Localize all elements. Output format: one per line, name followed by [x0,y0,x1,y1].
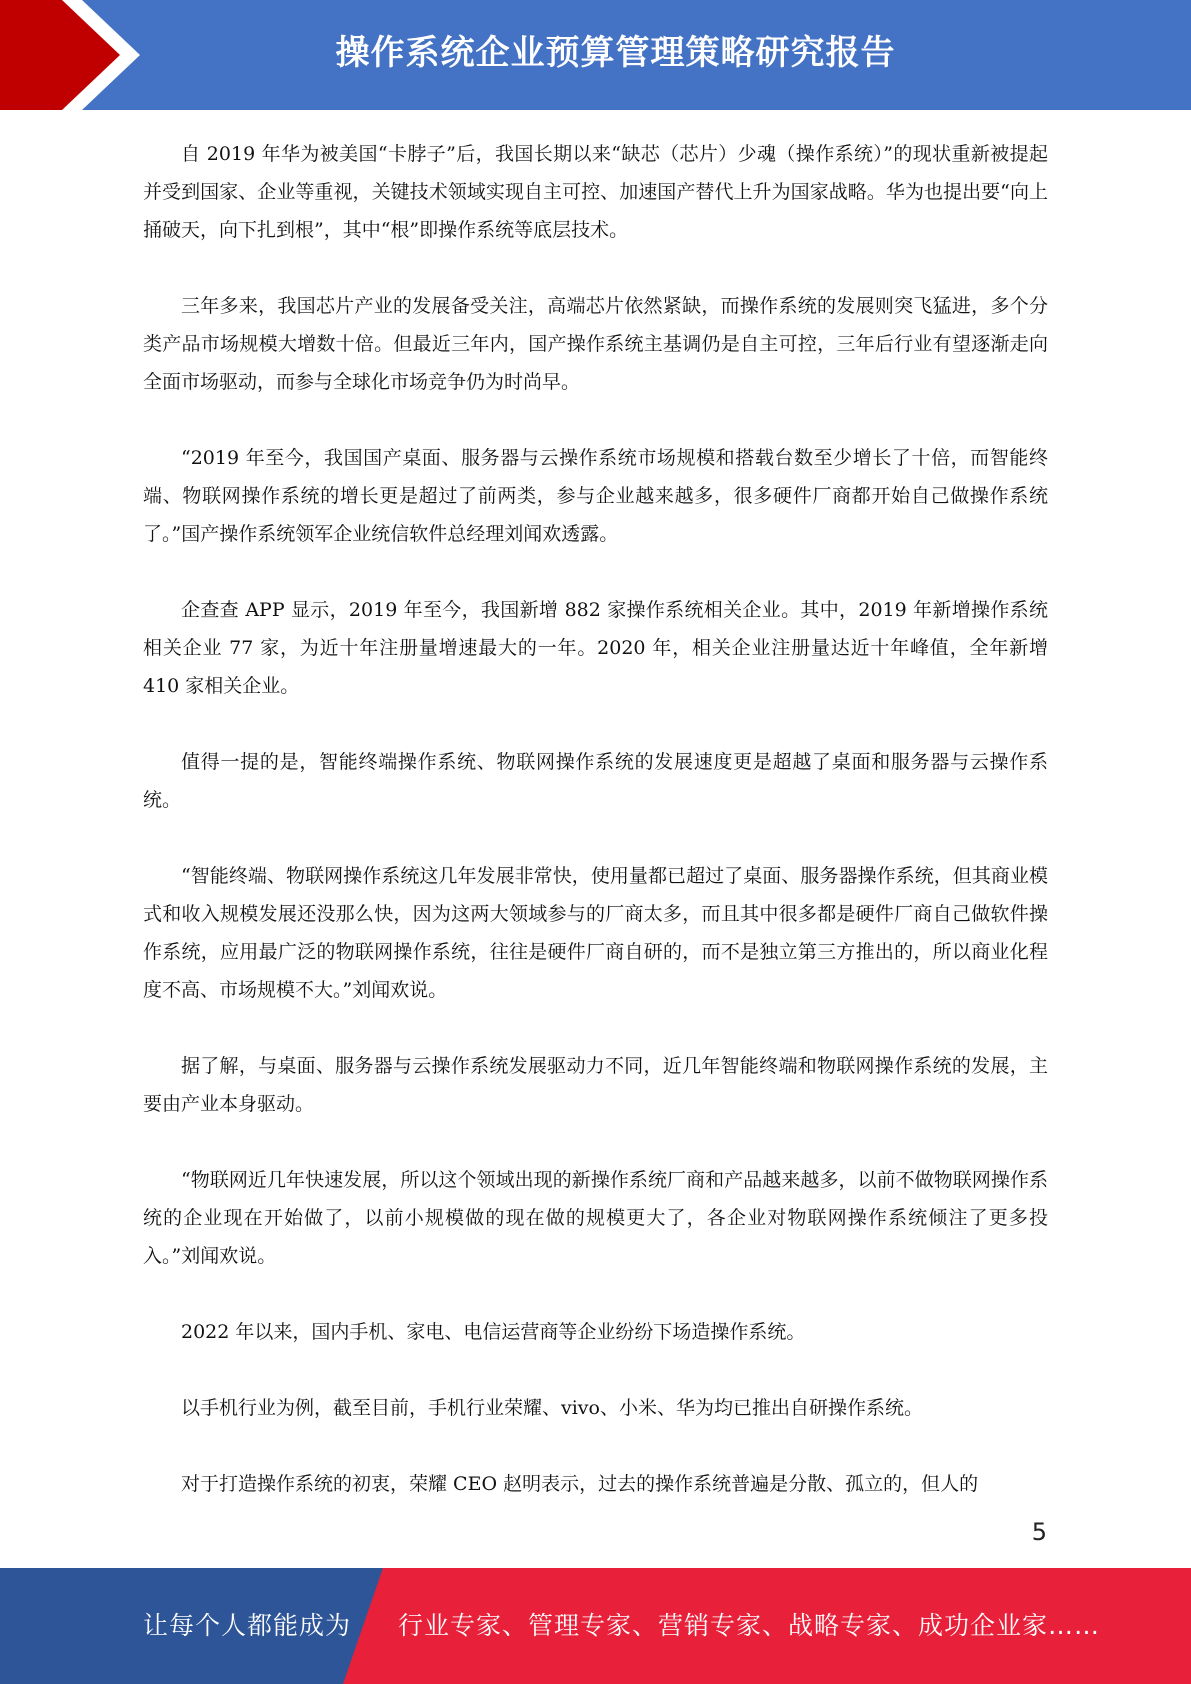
chevron-decoration-icon [0,0,160,110]
page-footer [0,1568,1191,1684]
footer-slogan: 行业专家、管理专家、营销专家、战略专家、成功企业家…… [398,1611,1101,1640]
document-title: 操作系统企业预算管理策略研究报告 [335,33,896,73]
paragraph: 企查查 APP 显示，2019 年至今，我国新增 882 家操作系统相关企业。其中，2019 年新增操作系统相关企业 77 家，为近十年注册量增速最大的一年。2020 年，相关企业注册量达近十年峰值，全年新增 410 家相关企业。 [143,599,1048,697]
paragraph: 据了解，与桌面、服务器与云操作系统发展驱动力不同，近几年智能终端和物联网操作系统的发展，主要由产业本身驱动。 [143,1055,1048,1115]
paragraph: 三年多来，我国芯片产业的发展备受关注，高端芯片依然紧缺，而操作系统的发展则突飞猛进，多个分类产品市场规模大增数十倍。但最近三年内，国产操作系统主基调仍是自主可控，三年后行业有望逐渐走向全面市场驱动，而参与全球化市场竞争仍为时尚早。 [143,295,1048,393]
footer-lead-text: 让每个人都能成为 [143,1611,352,1640]
paragraph: 以手机行业为例，截至目前，手机行业荣耀、vivo、小米、华为均已推出自研操作系统。 [181,1397,923,1419]
paragraph: 2022 年以来，国内手机、家电、电信运营商等企业纷纷下场造操作系统。 [181,1321,806,1343]
document-body [143,135,1048,1541]
paragraph: 值得一提的是，智能终端操作系统、物联网操作系统的发展速度更是超越了桌面和服务器与云操作系统。 [143,751,1048,811]
paragraph: “2019 年至今，我国国产桌面、服务器与云操作系统市场规模和搭载台数至少增长了十倍，而智能终端、物联网操作系统的增长更是超过了前两类，参与企业越来越多，很多硬件厂商都开始自己做操作系统了。”国产操作系统领军企业统信软件总经理刘闻欢透露。 [143,447,1048,545]
paragraph: 自 2019 年华为被美国“卡脖子”后，我国长期以来“缺芯（芯片）少魂（操作系统）”的现状重新被提起并受到国家、企业等重视，关键技术领域实现自主可控、加速国产替代上升为国家战略。华为也提出要“向上捅破天，向下扎到根”，其中“根”即操作系统等底层技术。 [143,143,1048,241]
paragraph: “物联网近几年快速发展，所以这个领域出现的新操作系统厂商和产品越来越多，以前不做物联网操作系统的企业现在开始做了，以前小规模做的现在做的规模更大了，各企业对物联网操作系统倾注了更多投入。”刘闻欢说。 [143,1169,1048,1267]
paragraph: 对于打造操作系统的初衷，荣耀 CEO 赵明表示，过去的操作系统普遍是分散、孤立的，但人的 [181,1473,979,1495]
page-number: 5 [1031,1518,1047,1546]
paragraph: “智能终端、物联网操作系统这几年发展非常快，使用量都已超过了桌面、服务器操作系统，但其商业模式和收入规模发展还没那么快，因为这两大领域参与的厂商太多，而且其中很多都是硬件厂商自己做软件操作系统，应用最广泛的物联网操作系统，往往是硬件厂商自研的，而不是独立第三方推出的，所以商业化程度不高、市场规模不大。”刘闻欢说。 [143,865,1048,1001]
page-header [0,0,1191,110]
